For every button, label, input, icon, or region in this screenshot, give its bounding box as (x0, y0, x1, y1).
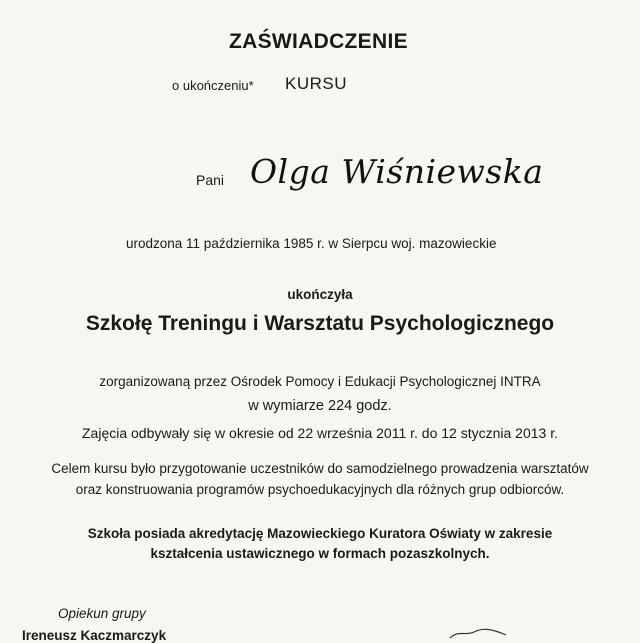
dates-line: Zajęcia odbywały się w okresie od 22 września 2011 r. do 12 stycznia 2013 r. (82, 425, 558, 441)
guardian-label: Opiekun grupy (58, 606, 146, 621)
birth-info: urodzona 11 października 1985 r. w Sierpcu woj. mazowieckie (126, 236, 497, 251)
certificate-title: ZAŚWIADCZENIE (229, 30, 408, 53)
accreditation-line-1: Szkoła posiada akredytację Mazowieckiego Kuratora Oświaty w zakresie (87, 526, 553, 541)
accreditation-line-2: kształcenia ustawicznego w formach pozaszkolnych. (150, 546, 490, 561)
salutation: Pani (196, 172, 225, 188)
recipient-name: Olga Wiśniewska (250, 152, 544, 191)
subtitle-course: KURSU (285, 74, 348, 93)
school-name: Szkołę Treningu i Warsztatu Psychologicznego (85, 312, 555, 335)
goal-line-2: oraz konstruowania programów psychoedukacyjnych dla różnych grup odbiorców. (75, 482, 565, 497)
goal-line-1: Celem kursu było przygotowanie uczestników do samodzielnego prowadzenia warsztatów (51, 461, 589, 476)
organizer-line: zorganizowaną przez Ośrodek Pomocy i Edukacji Psychologicznej INTRA (99, 374, 541, 389)
subtitle-prefix: o ukończeniu* (172, 78, 254, 93)
signature-mark (448, 626, 508, 640)
completed-label: ukończyła (287, 287, 353, 302)
hours-line: w wymiarze 224 godz. (248, 398, 392, 414)
guardian-name: Ireneusz Kaczmarczyk (22, 628, 167, 643)
